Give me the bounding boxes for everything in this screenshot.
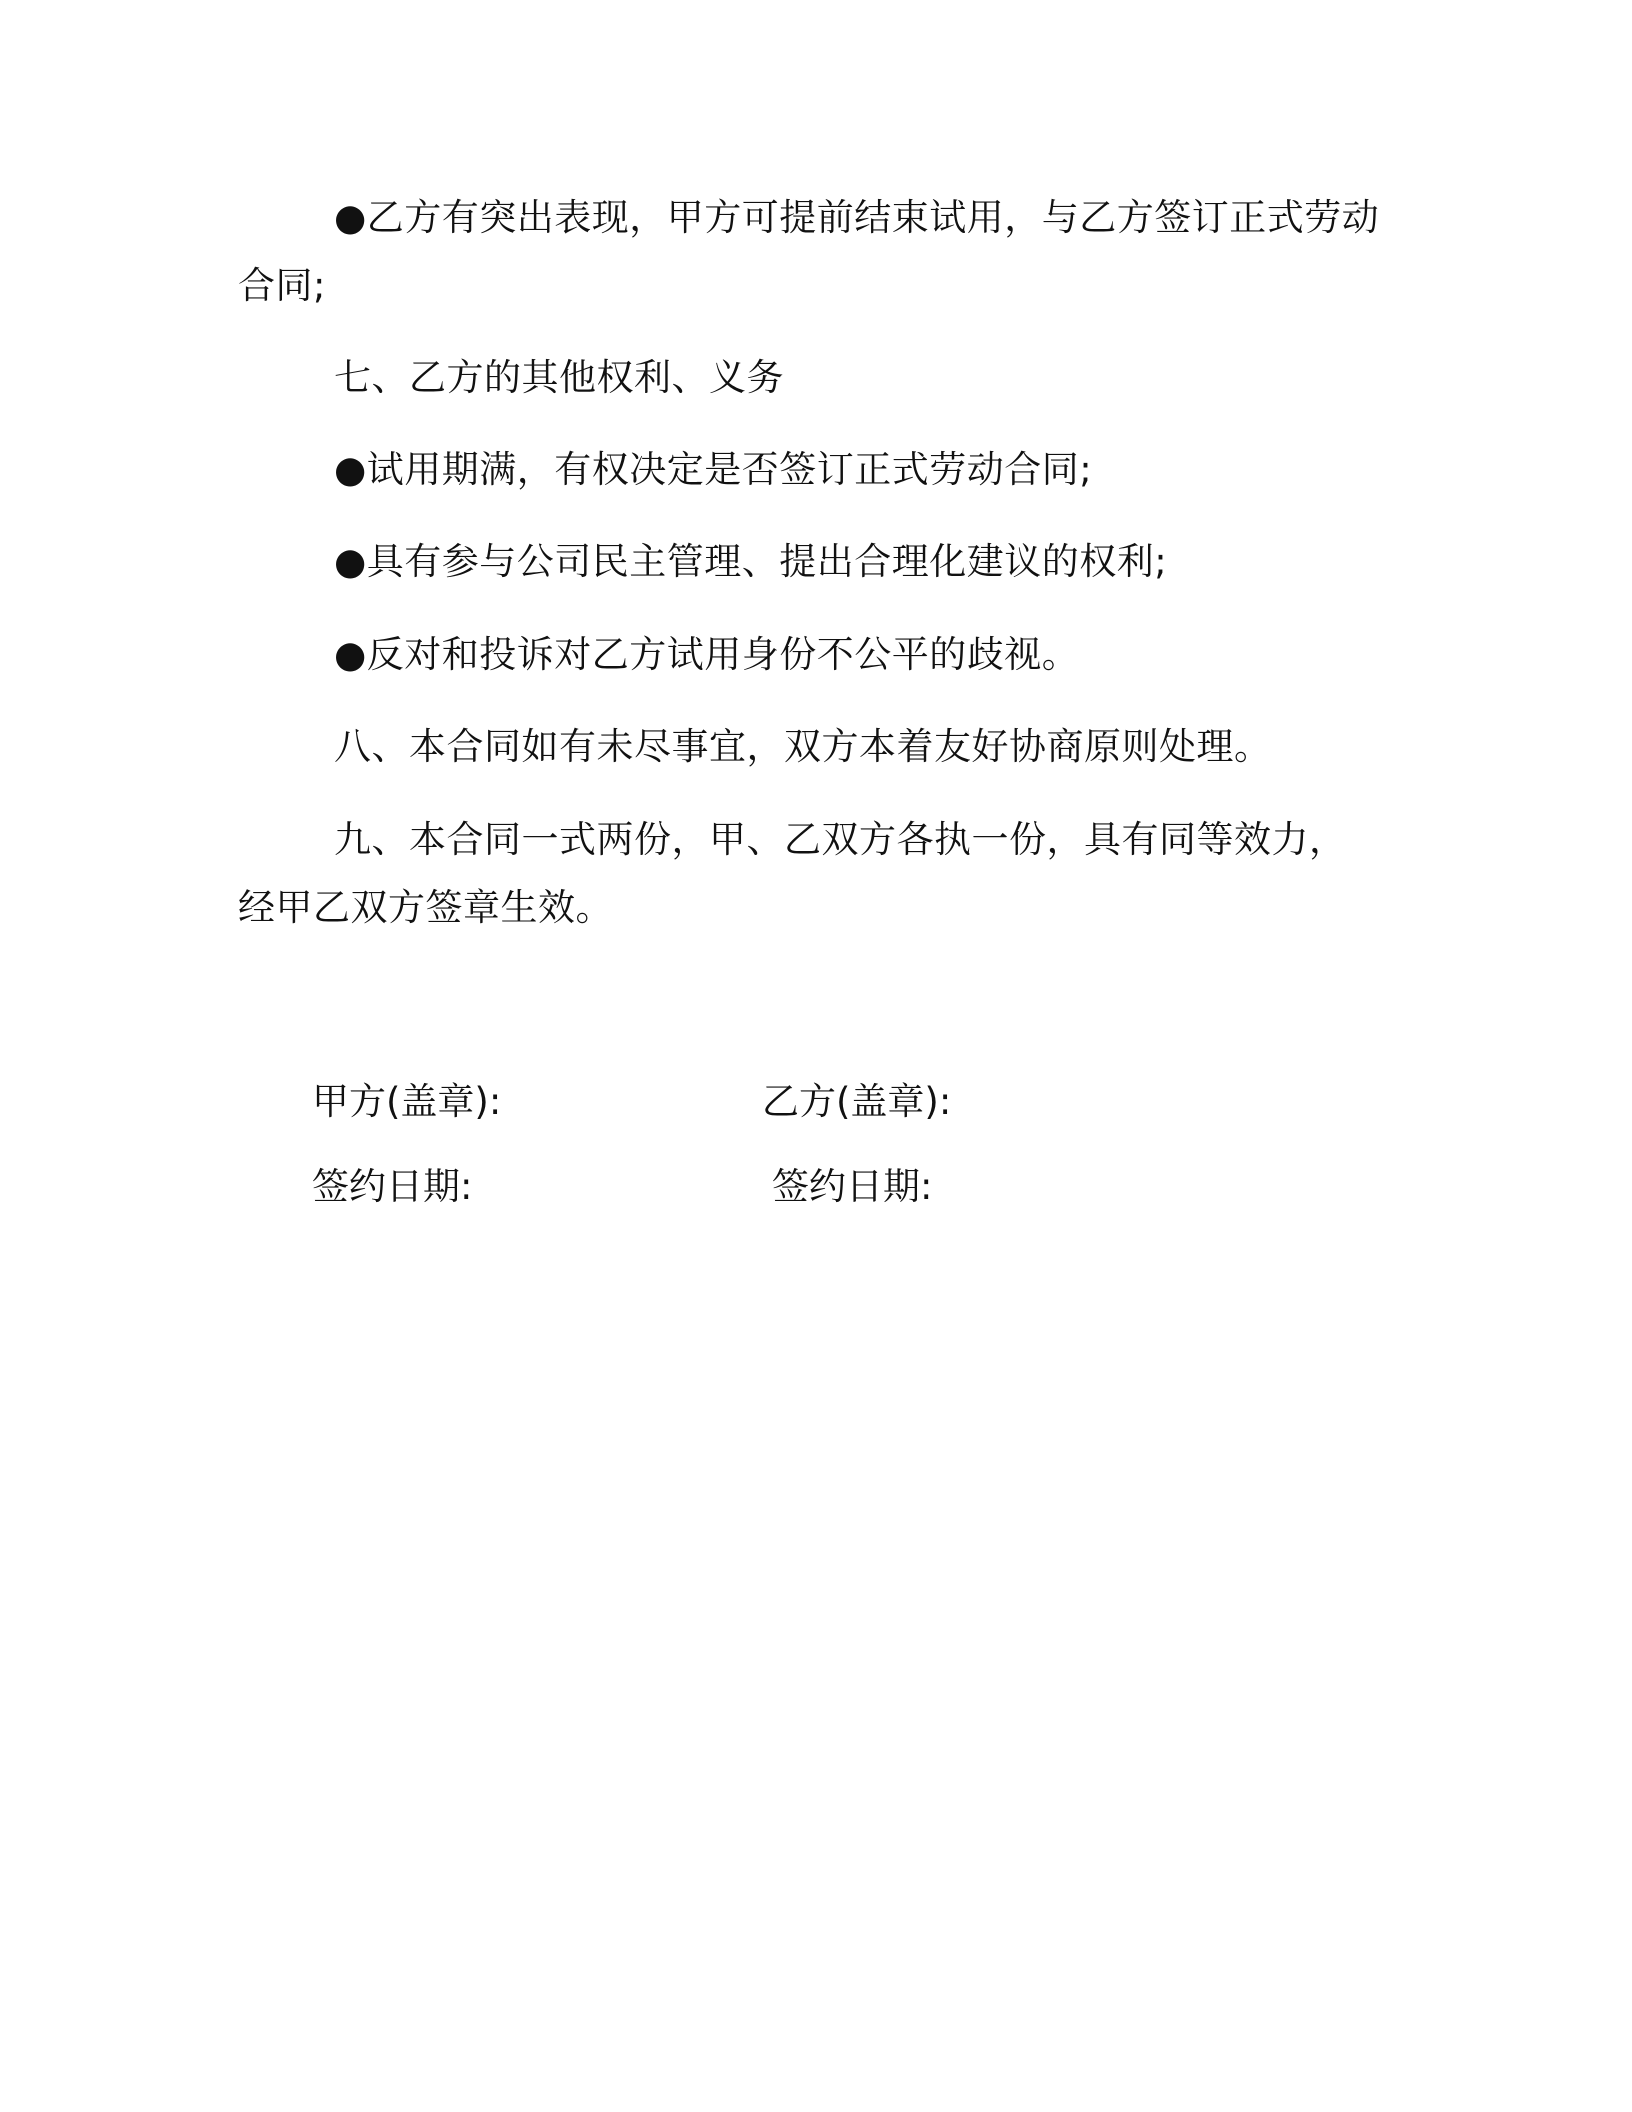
party-b-date-label: 签约日期:: [772, 1165, 933, 1208]
clause-participation-right: ●具有参与公司民主管理、提出合理化建议的权利;: [334, 540, 1168, 583]
clause-early-termination: ●乙方有突出表现，甲方可提前结束试用，与乙方签订正式劳动合同;: [238, 196, 1380, 307]
section-seven-heading: 七、乙方的其他权利、义务: [334, 356, 784, 399]
party-b-seal-label: 乙方(盖章):: [762, 1080, 952, 1123]
section-nine: 九、本合同一式两份，甲、乙双方各执一份，具有同等效力，经甲乙双方签章生效。: [238, 818, 1347, 929]
clause-probation-decision: ●试用期满，有权决定是否签订正式劳动合同;: [334, 448, 1093, 491]
party-a-seal-label: 甲方(盖章):: [312, 1080, 502, 1123]
clause-anti-discrimination: ●反对和投诉对乙方试用身份不公平的歧视。: [334, 633, 1080, 676]
party-a-date-label: 签约日期:: [312, 1165, 473, 1208]
section-eight: 八、本合同如有未尽事宜，双方本着友好协商原则处理。: [334, 725, 1272, 768]
